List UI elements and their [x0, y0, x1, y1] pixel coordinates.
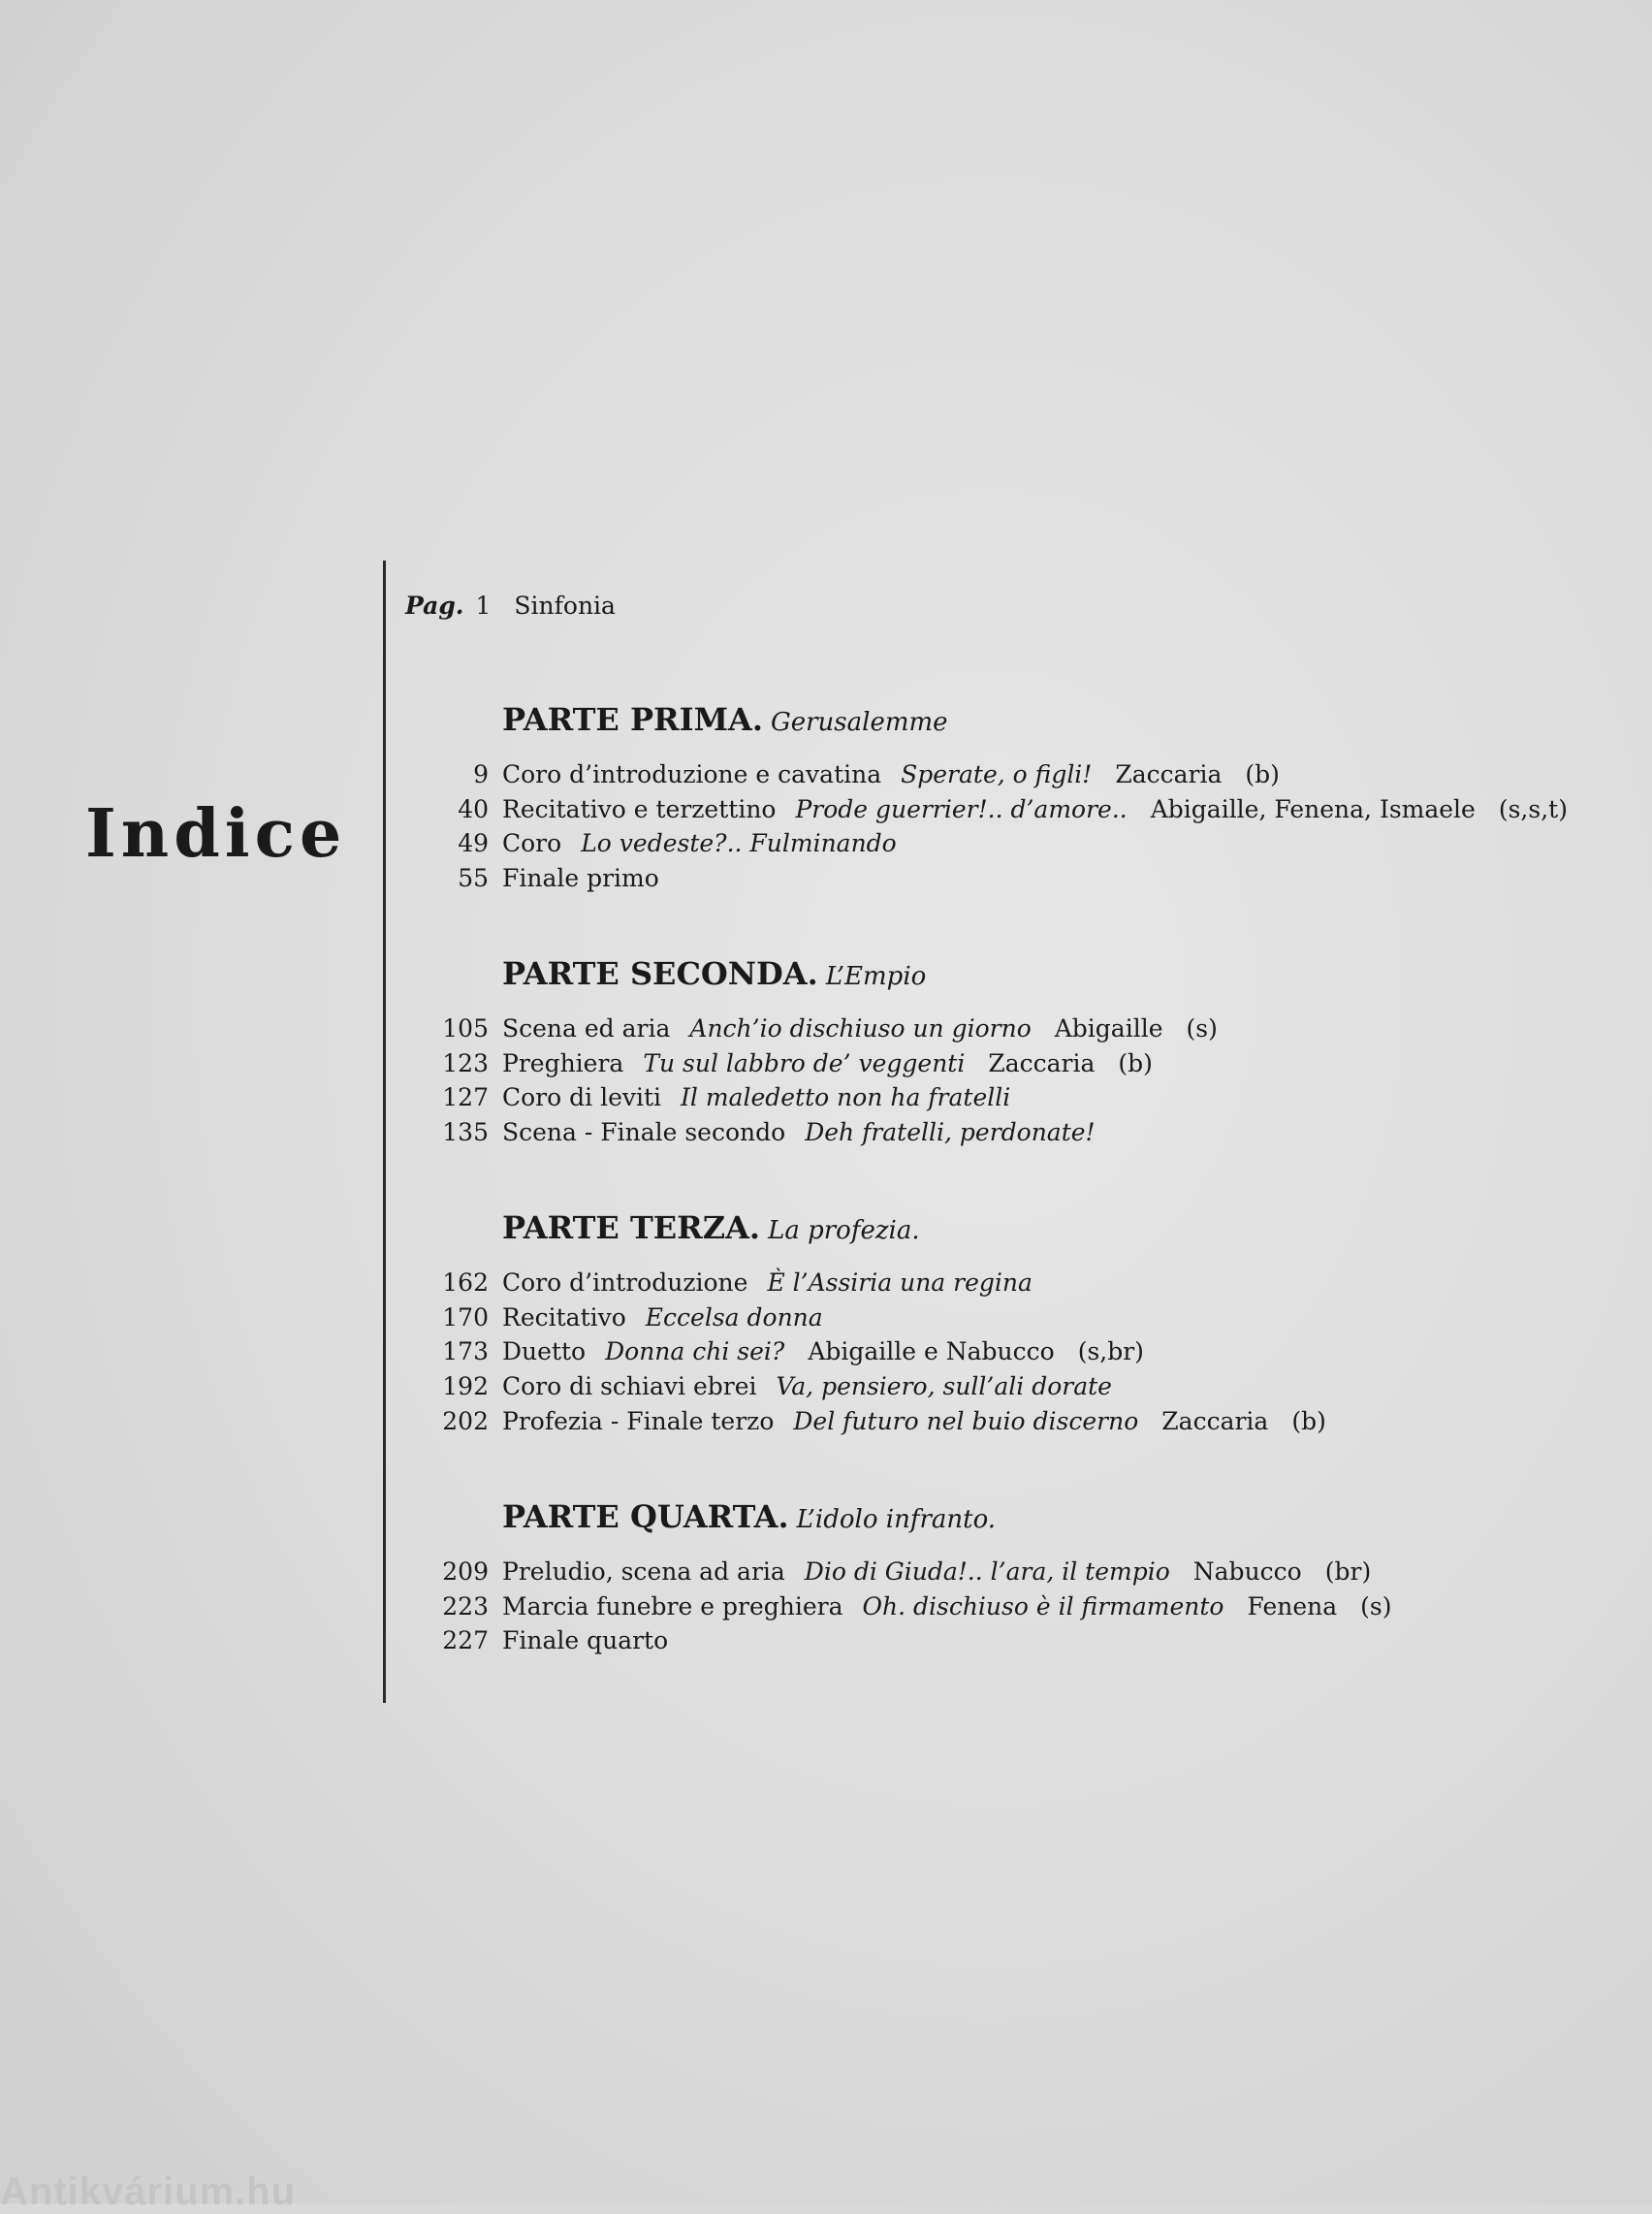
entry-incipit: Tu sul labbro de’ veggenti	[643, 1048, 966, 1077]
entry-incipit: Anch’io dischiuso un giorno	[689, 1014, 1032, 1043]
index-entry	[427, 1555, 1648, 1589]
entry-incipit: Lo vedeste?.. Fulminando	[581, 829, 897, 858]
entry-incipit: Prode guerrier!.. d’amore..	[795, 794, 1128, 823]
section-title	[502, 1498, 1648, 1555]
section-parte-prima	[427, 701, 1648, 896]
entry-page-number: 192	[442, 1372, 489, 1401]
entry-page-number: 170	[442, 1302, 489, 1332]
entry-voices: (s)	[1360, 1591, 1392, 1620]
entry-title: Scena ed aria	[502, 1014, 671, 1043]
entry-page-number: 105	[442, 1014, 489, 1043]
entry-characters: Nabucco	[1192, 1557, 1302, 1586]
entry-title: Marcia funebre e preghiera	[502, 1591, 843, 1620]
entry-title: Finale quarto	[502, 1626, 669, 1655]
entry-incipit: Dio di Giuda!.. l’ara, il tempio	[804, 1557, 1170, 1586]
entry-title: Recitativo	[502, 1302, 626, 1332]
entry-page-number: 55	[458, 864, 489, 893]
entry-voices: (b)	[1118, 1048, 1153, 1077]
entry-title: Scena - Finale secondo	[502, 1118, 786, 1147]
index-entry	[427, 1266, 1648, 1300]
entry-title: Coro di leviti	[502, 1083, 662, 1112]
section-title-text: PARTE PRIMA.	[502, 701, 763, 738]
section-parte-seconda	[427, 955, 1648, 1150]
pag-label: Pag.	[405, 592, 464, 620]
entry-page-number: 135	[442, 1118, 489, 1147]
entry-page-number: 40	[458, 794, 489, 823]
section-subtitle: L’Empio	[825, 962, 927, 991]
index-entry	[427, 1046, 1648, 1081]
intro-entry	[405, 592, 616, 620]
entry-incipit: Va, pensiero, sull’ali dorate	[776, 1372, 1112, 1401]
entry-voices: (s)	[1186, 1014, 1218, 1043]
entry-characters: Zaccaria	[1161, 1406, 1269, 1435]
index-entry	[427, 1623, 1648, 1658]
entry-voices: (b)	[1291, 1406, 1326, 1435]
section-parte-quarta	[427, 1498, 1648, 1658]
entry-title: Recitativo e terzettino	[502, 794, 777, 823]
entry-title: Duetto	[502, 1337, 587, 1366]
section-title-text: PARTE TERZA.	[502, 1209, 761, 1246]
entry-page-number: 162	[442, 1268, 489, 1297]
index-entry	[427, 792, 1648, 827]
entry-page-number: 202	[442, 1406, 489, 1435]
index-entry	[427, 861, 1648, 896]
index-entry	[427, 1369, 1648, 1404]
section-title	[502, 701, 1648, 757]
entry-page-number: 49	[458, 829, 489, 858]
entry-page-number: 127	[442, 1083, 489, 1112]
index-entry	[427, 1300, 1648, 1335]
section-entries	[427, 1011, 1648, 1150]
entry-page-number: 209	[442, 1557, 489, 1586]
section-entries	[427, 1266, 1648, 1438]
entry-incipit: Il maledetto non ha fratelli	[681, 1083, 1011, 1112]
section-parte-terza	[427, 1209, 1648, 1438]
entry-incipit: Oh. dischiuso è il firmamento	[862, 1591, 1224, 1620]
entry-incipit: È l’Assiria una regina	[767, 1268, 1032, 1297]
entry-characters: Zaccaria	[988, 1048, 1096, 1077]
index-entry	[427, 1404, 1648, 1439]
entry-incipit: Del futuro nel buio discerno	[793, 1406, 1139, 1435]
entry-title: Finale primo	[502, 864, 659, 893]
entry-incipit: Eccelsa donna	[645, 1302, 823, 1332]
index-heading: Indice	[85, 795, 347, 873]
entry-title: Coro	[502, 829, 562, 858]
index-entry	[427, 1011, 1648, 1046]
index-entry	[427, 1115, 1648, 1150]
section-subtitle: La profezia.	[768, 1216, 920, 1245]
entry-voices: (s,br)	[1077, 1337, 1144, 1366]
entry-title: Coro d’introduzione	[502, 1268, 748, 1297]
entry-voices: (b)	[1245, 760, 1280, 788]
entry-title: Preghiera	[502, 1048, 624, 1077]
entry-characters: Abigaille e Nabucco	[808, 1337, 1055, 1366]
entry-page-number: 173	[442, 1337, 489, 1366]
entry-title: Preludio, scena ad aria	[502, 1557, 785, 1586]
section-subtitle: Gerusalemme	[770, 708, 948, 737]
index-entry	[427, 1080, 1648, 1115]
entry-title: Coro di schiavi ebrei	[502, 1372, 757, 1401]
intro-page: 1	[475, 592, 492, 620]
index-entry	[427, 1334, 1648, 1369]
index-entry	[427, 757, 1648, 792]
entry-incipit: Donna chi sei?	[605, 1337, 785, 1366]
entry-voices: (s,s,t)	[1498, 794, 1568, 823]
entry-characters: Abigaille, Fenena, Ismaele	[1150, 794, 1476, 823]
entry-characters: Zaccaria	[1115, 760, 1223, 788]
section-title-text: PARTE SECONDA.	[502, 955, 818, 992]
entry-page-number: 227	[442, 1626, 489, 1655]
watermark-text: Antikvárium.hu	[0, 2170, 297, 2213]
section-subtitle: L’idolo infranto.	[796, 1505, 997, 1534]
entry-voices: (br)	[1324, 1557, 1372, 1586]
intro-title: Sinfonia	[514, 592, 616, 620]
entry-page-number: 123	[442, 1048, 489, 1077]
entry-title: Profezia - Finale terzo	[502, 1406, 775, 1435]
index-entry	[427, 1589, 1648, 1624]
section-title-text: PARTE QUARTA.	[502, 1498, 789, 1535]
section-title	[502, 1209, 1648, 1266]
section-entries	[427, 757, 1648, 896]
section-entries	[427, 1555, 1648, 1658]
entry-page-number: 223	[442, 1591, 489, 1620]
entry-page-number: 9	[473, 760, 489, 788]
entry-incipit: Sperate, o figli!	[901, 760, 1093, 788]
entry-title: Coro d’introduzione e cavatina	[502, 760, 882, 788]
entry-incipit: Deh fratelli, perdonate!	[805, 1118, 1096, 1147]
section-title	[502, 955, 1648, 1011]
index-entry	[427, 826, 1648, 861]
entry-characters: Fenena	[1247, 1591, 1338, 1620]
entry-characters: Abigaille	[1054, 1014, 1163, 1043]
